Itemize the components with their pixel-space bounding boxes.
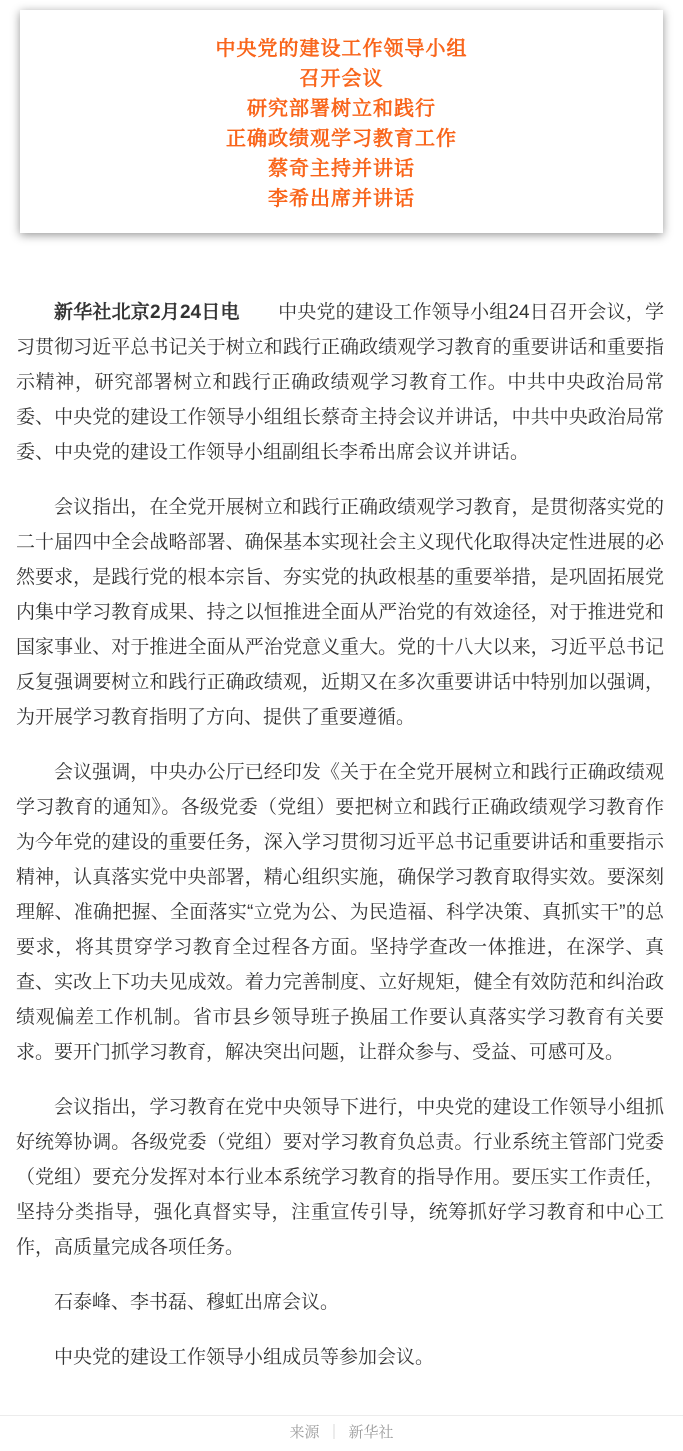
source-label: 来源 xyxy=(289,1424,320,1441)
paragraph-4: 会议指出，学习教育在党中央领导下进行，中央党的建设工作领导小组抓好统筹协调。各级党委（党组）要对学习教育负总责。行业系统主管部门党委（党组）要充分发挥对本行业本系统学习教育的指导作用。要压实工作责任，坚持分类指导，强化真督实导，注重宣传引导，统筹抓好学习教育和中心工作，高质量完成各项任务。 xyxy=(16,1097,664,1258)
source-name: 新华社 xyxy=(348,1424,394,1441)
paragraph-lead xyxy=(16,295,664,470)
paragraph-participants: 中央党的建设工作领导小组成员等参加会议。 xyxy=(54,1347,435,1368)
paragraph-3: 会议强调，中央办公厅已经印发《关于在全党开展树立和践行正确政绩观学习教育的通知》。各级党委（党组）要把树立和践行正确政绩观学习教育作为今年党的建设的重要任务，深入学习贯彻习近平总书记重要讲话和重要指示精神，认真落实党中央部署，精心组织实施，确保学习教育取得实效。要深刻理解、准确把握、全面落实“立党为公、为民造福、科学决策、真抓实干”的总要求，将其贯穿学习教育全过程各方面。坚持学查改一体推进，在深学、真查、实改上下功夫见成效。着力完善制度、立好规矩，健全有效防范和纠治政绩观偏差工作机制。省市县乡领导班子换届工作要认真落实学习教育有关要求。要开门抓学习教育，解决突出问题，让群众参与、受益、可感可及。 xyxy=(16,762,664,1063)
article-body xyxy=(0,295,683,1375)
dateline: 新华社北京2月24日电 xyxy=(54,302,240,323)
page-footer xyxy=(0,1415,683,1443)
headline-line-4: 正确政绩观学习教育工作 xyxy=(226,128,457,150)
headline-line-2: 召开会议 xyxy=(299,68,384,90)
headline-card xyxy=(20,10,663,233)
separator-bar: ｜ xyxy=(326,1424,342,1441)
headline-line-1: 中央党的建设工作领导小组 xyxy=(215,38,468,60)
headline-line-6: 李希出席并讲话 xyxy=(268,188,415,210)
headline-line-3: 研究部署树立和践行 xyxy=(247,98,436,120)
paragraph-lead-text: 中央党的建设工作领导小组24日召开会议，学习贯彻习近平总书记关于树立和践行正确政绩观学习教育的重要讲话和重要指示精神，研究部署树立和践行正确政绩观学习教育工作。中共中央政治局常委、中央党的建设工作领导小组组长蔡奇主持会议并讲话，中共中央政治局常委、中央党的建设工作领导小组副组长李希出席会议并讲话。 xyxy=(16,302,664,463)
source-attribution xyxy=(0,1423,683,1443)
headline-line-5: 蔡奇主持并讲话 xyxy=(268,158,415,180)
paragraph-2: 会议指出，在全党开展树立和践行正确政绩观学习教育，是贯彻落实党的二十届四中全会战略部署、确保基本实现社会主义现代化取得决定性进展的必然要求，是践行党的根本宗旨、夯实党的执政根基的重要举措，是巩固拓展党内集中学习教育成果、持之以恒推进全面从严治党的有效途径，对于推进党和国家事业、对于推进全面从严治党意义重大。党的十八大以来，习近平总书记反复强调要树立和践行正确政绩观，近期又在多次重要讲话中特别加以强调，为开展学习教育指明了方向、提供了重要遵循。 xyxy=(16,497,664,728)
paragraph-attendees: 石泰峰、李书磊、穆虹出席会议。 xyxy=(54,1292,340,1313)
